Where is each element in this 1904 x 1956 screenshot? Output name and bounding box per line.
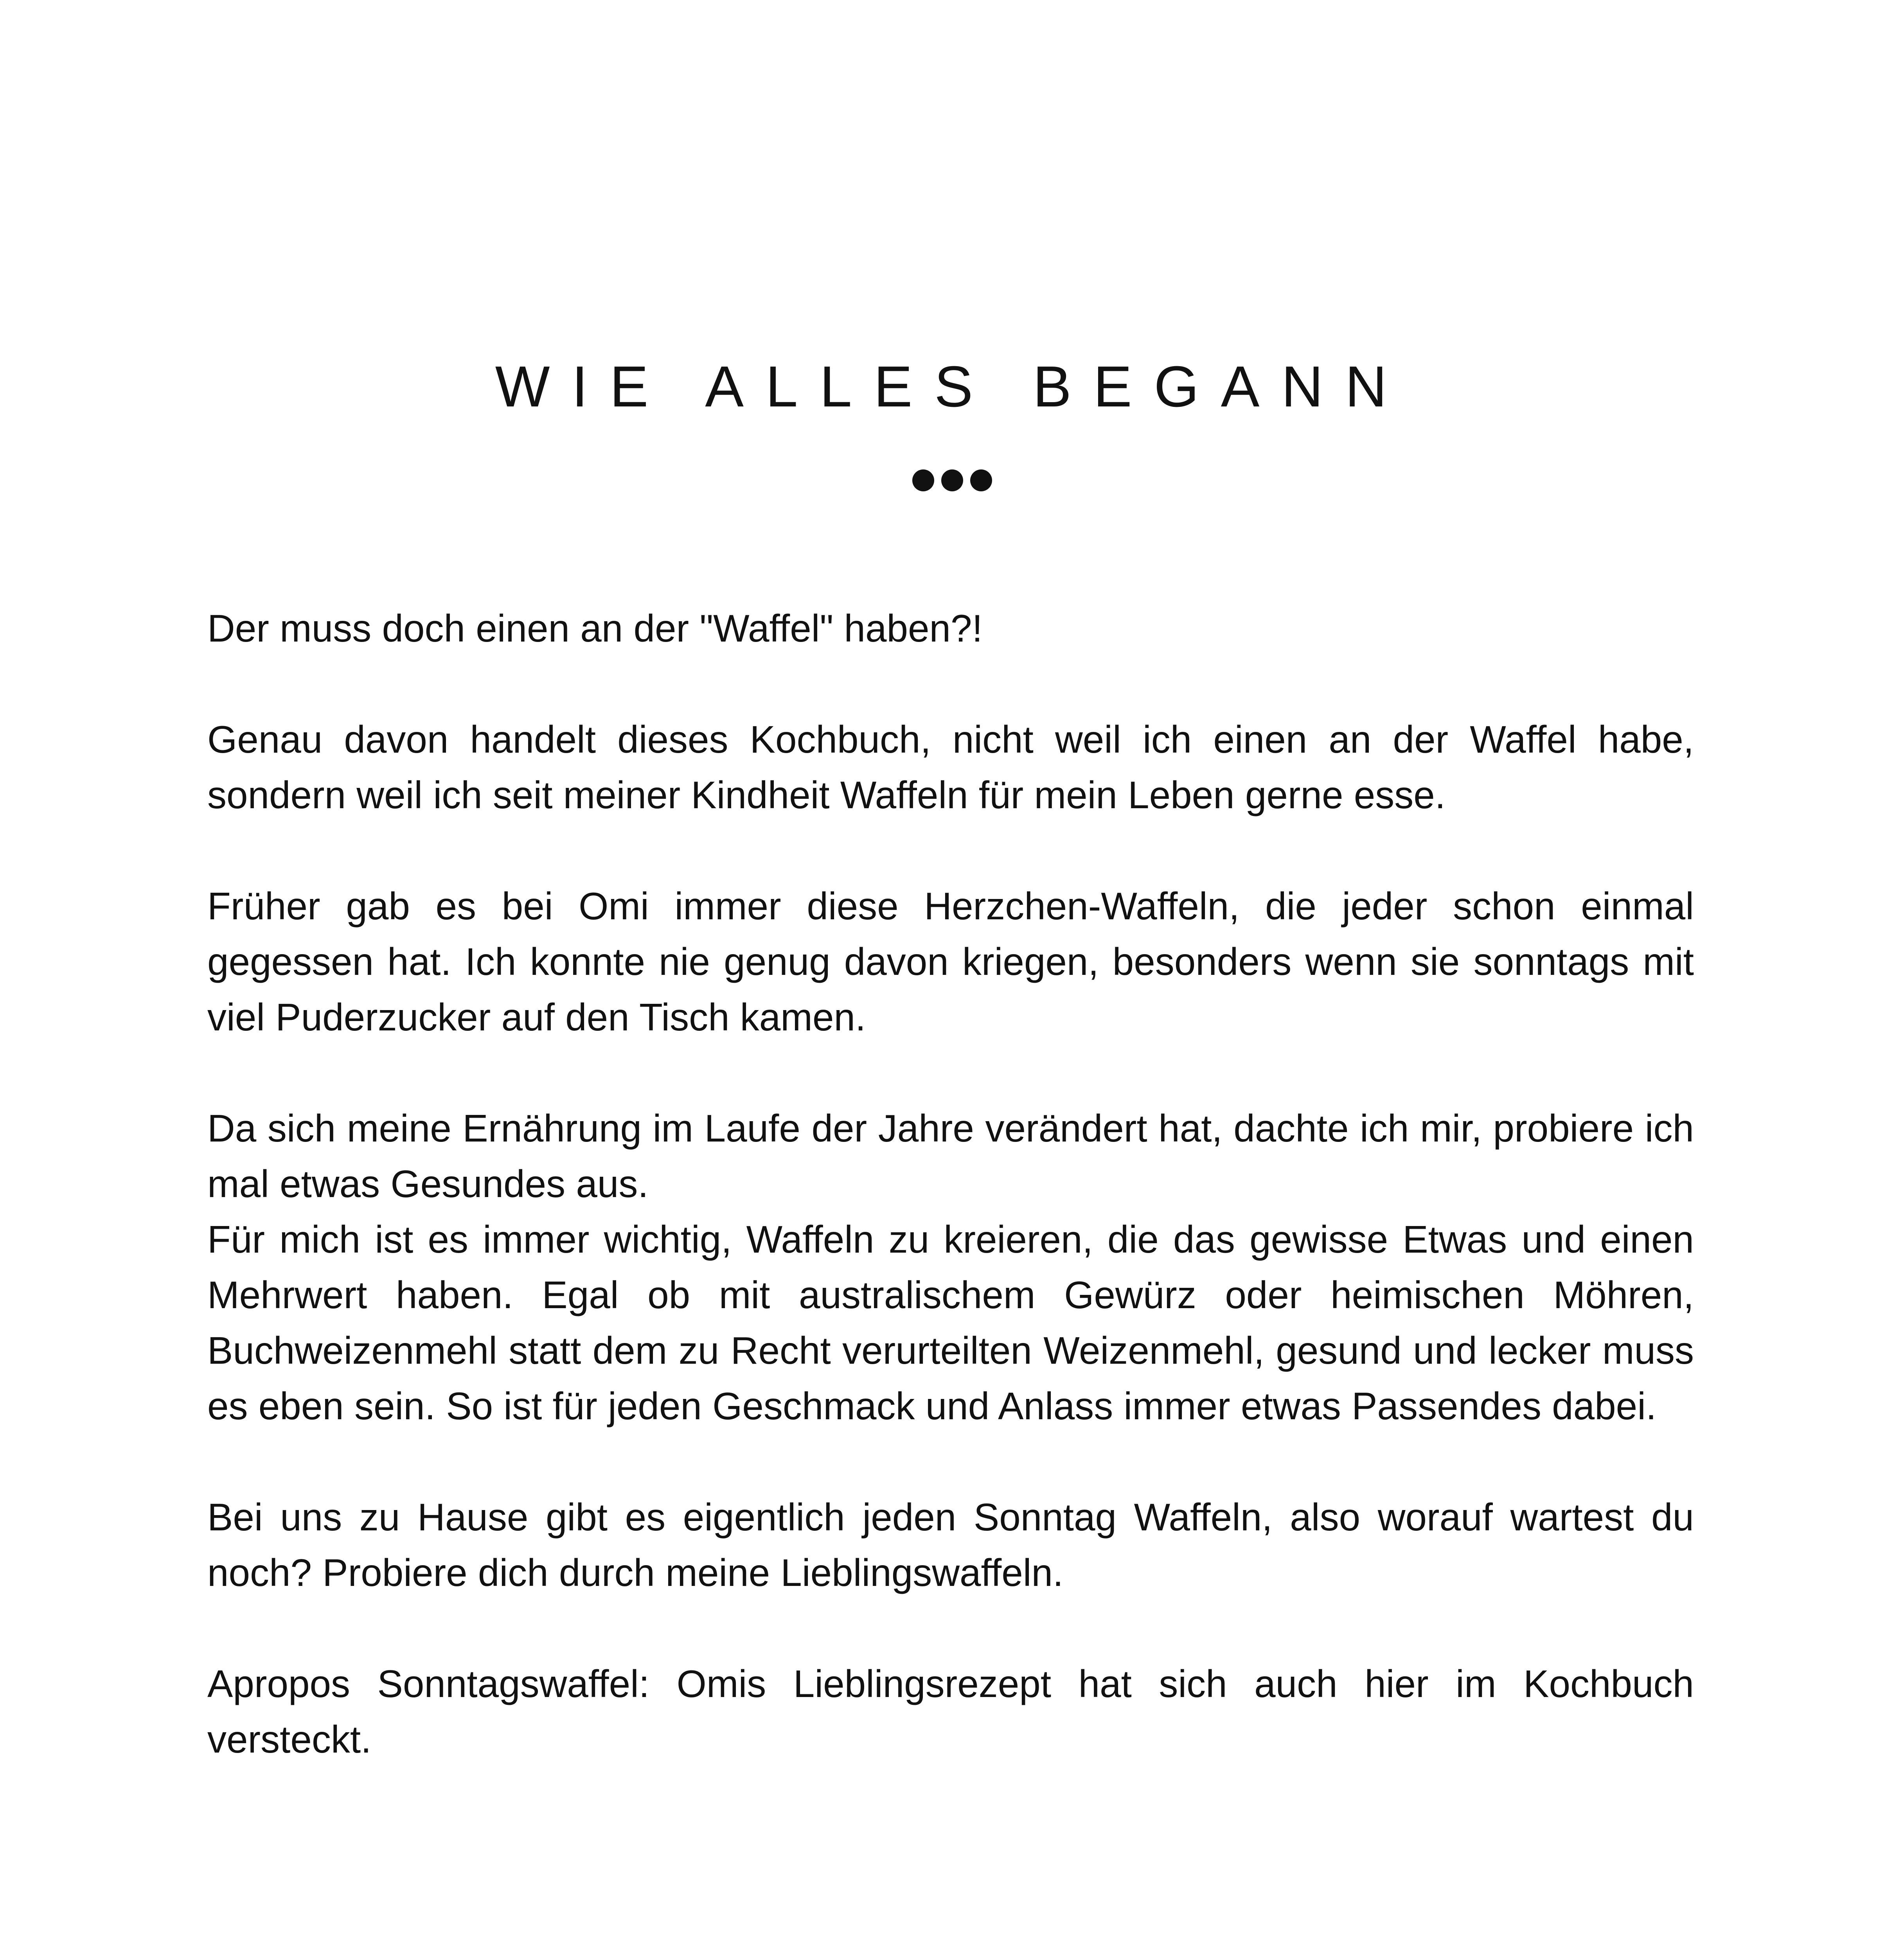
dot-icon — [912, 469, 934, 491]
paragraph: Apropos Sonntagswaffel: Omis Lieblingsrezept hat sich auch hier im Kochbuch versteckt. — [207, 1662, 1694, 1761]
paragraph: Da sich meine Ernährung im Laufe der Jahre verändert hat, dachte ich mir, probiere ich mal etwas Gesundes aus. — [207, 1107, 1694, 1205]
body-text — [207, 600, 1694, 1767]
paragraph: Bei uns zu Hause gibt es eigentlich jeden Sonntag Waffeln, also worauf wartest du noch? Probiere dich durch meine Lieblingswaffeln. — [207, 1496, 1694, 1594]
paragraph: Für mich ist es immer wichtig, Waffeln zu kreieren, die das gewisse Etwas und einen Mehrwert haben. Egal ob mit australischem Gewürz oder heimischen Möhren, Buchweizenmehl statt dem zu Recht verurteilten Weizenmehl, gesund und lecker muss es eben sein. So ist für jeden Geschmack und Anlass immer etwas Passendes dabei. — [207, 1218, 1694, 1427]
page-title: WIE ALLES BEGANN — [495, 354, 1409, 419]
paragraph: Der muss doch einen an der "Waffel" haben?! — [207, 607, 983, 650]
three-dots-ornament-icon — [0, 469, 1904, 491]
dot-icon — [941, 469, 963, 491]
paragraph: Genau davon handelt dieses Kochbuch, nicht weil ich einen an der Waffel habe, sondern weil ich seit meiner Kindheit Waffeln für mein Leben gerne esse. — [207, 718, 1694, 816]
dot-icon — [970, 469, 992, 491]
paragraph: Früher gab es bei Omi immer diese Herzchen-Waffeln, die jeder schon einmal gegessen hat. Ich konnte nie genug davon kriegen, besonders wenn sie sonntags mit viel Puderzucker auf den Tisch kamen. — [207, 885, 1694, 1039]
